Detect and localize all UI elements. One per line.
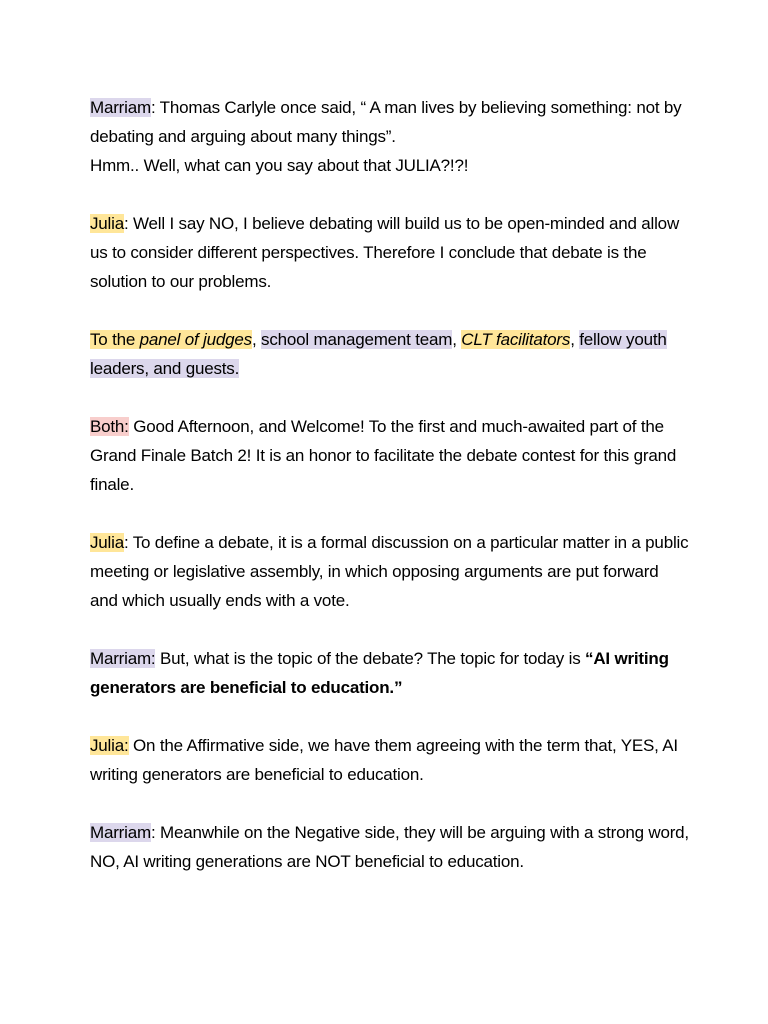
speaker-julia: Julia: [90, 214, 124, 233]
paragraph-marriam-topic: [90, 644, 690, 702]
paragraph-marriam-negative: [90, 818, 690, 876]
script-body: [90, 93, 690, 905]
paragraph-both-welcome: [90, 412, 690, 499]
salutation-separator: ,: [570, 330, 575, 349]
question-to-julia-text: Hmm.. Well, what can you say about that JULIA?!?!: [90, 156, 469, 175]
speaker-marriam: Marriam:: [90, 649, 156, 668]
salutation-clt-facilitators: CLT facilitators: [461, 330, 571, 349]
salutation-panel-of-judges: panel of judges: [139, 330, 252, 349]
salutation-separator: ,: [251, 330, 262, 349]
salutation-fellow-youth-leaders: fellow youth leaders, and guests.: [90, 330, 667, 378]
speaker-julia: Julia: [90, 533, 124, 552]
welcome-text: Good Afternoon, and Welcome! To the first and much-awaited part of the Grand Finale Batch 2! It is an honor to facilitate the debate contest for this grand finale.: [90, 417, 677, 494]
paragraph-julia-definition: [90, 528, 690, 615]
topic-intro-text: But, what is the topic of the debate? The topic for today is: [155, 649, 586, 668]
salutation-school-management: school management team: [261, 330, 453, 349]
speaker-marriam: Marriam: [90, 98, 151, 117]
paragraph-marriam-intro: [90, 93, 690, 180]
carlyle-quote-text: : Thomas Carlyle once said, “ A man lives by believing something: not by debating and arguing about many things”.: [90, 98, 682, 146]
debate-definition-text: : To define a debate, it is a formal discussion on a particular matter in a public meeting or legislative assembly, in which opposing arguments are put forward and which usually ends with a vote.: [90, 533, 689, 610]
paragraph-salutation: [90, 325, 690, 383]
speaker-both: Both:: [90, 417, 129, 436]
salutation-separator: ,: [452, 330, 462, 349]
speaker-julia: Julia:: [90, 736, 129, 755]
paragraph-julia-affirmative: [90, 731, 690, 789]
speaker-marriam: Marriam: [90, 823, 151, 842]
debate-topic: “AI writing generators are beneficial to education.”: [90, 649, 669, 697]
paragraph-julia-response: [90, 209, 690, 296]
salutation-to-the: To the: [90, 330, 140, 349]
negative-side-text: : Meanwhile on the Negative side, they will be arguing with a strong word, NO, AI writing generations are NOT beneficial to education.: [90, 823, 689, 871]
affirmative-side-text: On the Affirmative side, we have them agreeing with the term that, YES, AI writing generators are beneficial to education.: [90, 736, 678, 784]
julia-response-text: : Well I say NO, I believe debating will build us to be open-minded and allow us to consider different perspectives. Therefore I conclude that debate is the solution to our problems.: [90, 214, 680, 291]
